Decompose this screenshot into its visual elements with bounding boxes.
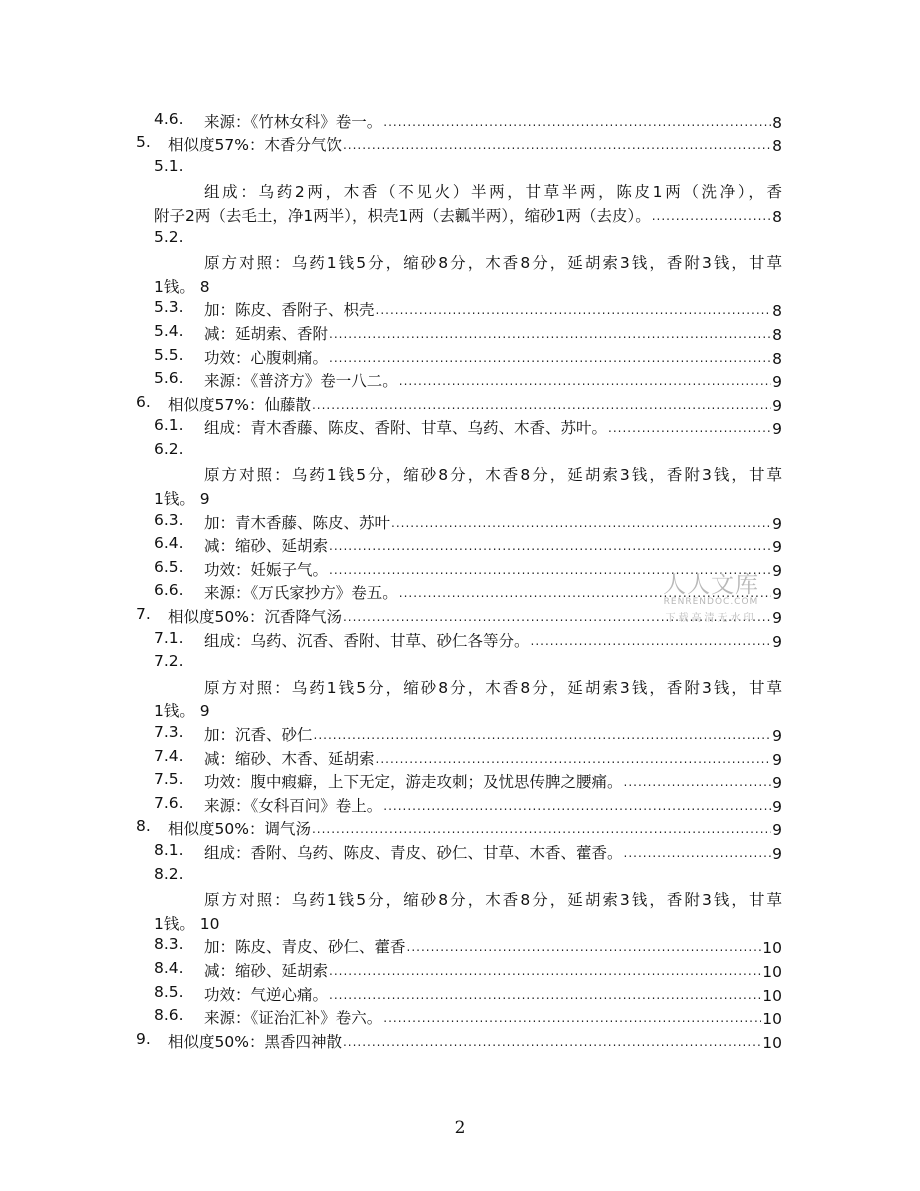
entry-page: 8 <box>772 137 782 155</box>
dot-leader <box>376 749 772 769</box>
entry-title: 相似度50%：沉香降气汤 <box>168 608 342 626</box>
entry-line <box>204 322 782 344</box>
entry-title: 附子2两（去毛土，净1两半），枳壳1两（去瓤半两），缩砂1两（去皮）。 <box>154 207 651 225</box>
watermark-domain: RENRENDOC.COM <box>663 597 759 607</box>
entry-number: 8.5. <box>154 983 184 1001</box>
entry-title: 相似度50%：调气汤 <box>168 820 311 838</box>
entry-page: 9 <box>772 798 782 816</box>
entry-title: 组成：香附、乌药、陈皮、青皮、砂仁、甘草、木香、藿香。 <box>204 844 623 862</box>
toc-entry[interactable] <box>0 369 920 393</box>
entry-title: 功效：妊娠子气。 <box>204 561 329 579</box>
toc-entry[interactable] <box>0 841 920 865</box>
toc-entry[interactable] <box>0 935 920 959</box>
entry-line <box>154 204 782 226</box>
entry-page: 9 <box>772 845 782 863</box>
entry-title-line1: 组成：乌药2两，木香（不见火）半两，甘草半两，陈皮1两（洗净），香 <box>204 183 782 201</box>
entry-number: 5.1. <box>154 157 184 175</box>
toc-entry[interactable] <box>0 1030 920 1054</box>
entry-title: 功效：腹中瘕癖，上下无定，游走攻刺；及忧思传脾之腰痛。 <box>204 773 623 791</box>
entry-title-tail: 1钱。 9 <box>154 702 210 720</box>
dot-leader <box>329 348 771 368</box>
toc-entry[interactable] <box>0 157 920 181</box>
entry-number: 6.5. <box>154 558 184 576</box>
entry-line <box>204 534 782 556</box>
toc-entry[interactable] <box>0 440 920 464</box>
entry-number: 8.4. <box>154 959 184 977</box>
entry-line <box>204 110 782 132</box>
watermark <box>646 566 776 624</box>
entry-number: 6.3. <box>154 511 184 529</box>
entry-title: 加：沉香、砂仁 <box>204 726 313 744</box>
toc-entry[interactable] <box>0 770 920 794</box>
toc-entry[interactable] <box>0 723 920 747</box>
entry-page: 9 <box>772 774 782 792</box>
watermark-subtitle: 下载高清无水印 <box>665 613 757 624</box>
toc-entry[interactable] <box>0 110 920 134</box>
toc-entry[interactable] <box>0 629 920 653</box>
entry-page: 8 <box>772 114 782 132</box>
entry-line <box>168 133 782 155</box>
entry-page: 9 <box>772 538 782 556</box>
entry-number: 7.4. <box>154 747 184 765</box>
dot-leader <box>407 937 762 957</box>
entry-number: 5.4. <box>154 322 184 340</box>
toc-entry[interactable] <box>0 959 920 983</box>
toc-entry[interactable] <box>0 298 920 322</box>
entry-number: 5.2. <box>154 228 184 246</box>
entry-line <box>204 416 782 438</box>
dot-leader <box>399 371 771 391</box>
entry-page: 9 <box>772 562 782 580</box>
watermark-logo-text: 人人文库 <box>663 572 759 598</box>
entry-title-line1: 原方对照：乌药1钱5分，缩砂8分，木香8分，延胡索3钱，香附3钱，甘草 <box>204 679 782 697</box>
entry-line <box>168 817 782 839</box>
dot-leader <box>312 395 771 415</box>
entry-number: 8.6. <box>154 1006 184 1024</box>
toc-entry-wrapped[interactable] <box>0 463 920 487</box>
toc-entry[interactable] <box>0 416 920 440</box>
entry-title: 加：陈皮、青皮、砂仁、藿香 <box>204 938 406 956</box>
dot-leader <box>383 112 771 132</box>
entry-line <box>204 298 782 320</box>
dot-leader <box>624 843 772 863</box>
toc-entry[interactable] <box>0 652 920 676</box>
toc-entry-continuation <box>0 487 920 511</box>
dot-leader <box>531 631 772 651</box>
entry-title-line1: 原方对照：乌药1钱5分，缩砂8分，木香8分，延胡索3钱，香附3钱，甘草 <box>204 466 782 484</box>
entry-number: 5. <box>136 133 151 151</box>
entry-page: 9 <box>772 633 782 651</box>
entry-number: 6.1. <box>154 416 184 434</box>
entry-page: 9 <box>772 397 782 415</box>
entry-page: 10 <box>762 987 782 1005</box>
entry-line <box>204 511 782 533</box>
entry-line <box>204 959 782 981</box>
entry-line <box>204 369 782 391</box>
entry-title: 加：青木香藤、陈皮、苏叶 <box>204 514 391 532</box>
entry-number: 4.6. <box>154 110 184 128</box>
entry-page: 9 <box>772 727 782 745</box>
toc-entry[interactable] <box>0 581 920 605</box>
entry-title: 相似度57%：仙藤散 <box>168 396 311 414</box>
entry-title: 组成：乌药、沉香、香附、甘草、砂仁各等分。 <box>204 632 530 650</box>
toc-entry[interactable] <box>0 865 920 889</box>
entry-line <box>204 983 782 1005</box>
toc-entry[interactable] <box>0 511 920 535</box>
entry-page: 9 <box>772 420 782 438</box>
entry-page: 8 <box>772 350 782 368</box>
entry-line <box>204 747 782 769</box>
entry-page: 10 <box>762 1034 782 1052</box>
entry-line <box>204 770 782 792</box>
dot-leader <box>383 1008 761 1028</box>
dot-leader <box>312 819 771 839</box>
entry-title: 组成：青木香藤、陈皮、香附、甘草、乌药、木香、苏叶。 <box>204 419 608 437</box>
entry-title: 来源：《证治汇补》卷六。 <box>204 1009 383 1027</box>
entry-line <box>204 794 782 816</box>
entry-page: 10 <box>762 963 782 981</box>
dot-leader <box>329 324 771 344</box>
entry-number: 7. <box>136 605 151 623</box>
entry-number: 5.5. <box>154 346 184 364</box>
toc-entry[interactable] <box>0 322 920 346</box>
toc-entry[interactable] <box>0 817 920 841</box>
entry-title: 来源：《万氏家抄方》卷五。 <box>204 584 398 602</box>
entry-page: 9 <box>772 373 782 391</box>
entry-number: 7.6. <box>154 794 184 812</box>
entry-page: 8 <box>772 208 782 226</box>
entry-line <box>204 723 782 745</box>
entry-number: 9. <box>136 1030 151 1048</box>
toc-entry-continuation <box>0 699 920 723</box>
entry-title: 来源：《女科百问》卷上。 <box>204 797 383 815</box>
entry-number: 8. <box>136 817 151 835</box>
toc-entry[interactable] <box>0 346 920 370</box>
dot-leader <box>329 961 761 981</box>
dot-leader <box>391 513 771 533</box>
dot-leader <box>329 536 771 556</box>
dot-leader <box>343 135 771 155</box>
entry-title: 减：缩砂、延胡索 <box>204 962 329 980</box>
toc-entry-wrapped[interactable] <box>0 676 920 700</box>
entry-title: 功效：气逆心痛。 <box>204 986 329 1004</box>
toc-entry[interactable] <box>0 747 920 771</box>
entry-title: 减：缩砂、木香、延胡索 <box>204 750 375 768</box>
entry-line <box>204 1006 782 1028</box>
dot-leader <box>624 772 772 792</box>
entry-title: 来源：《普济方》卷一八二。 <box>204 372 398 390</box>
entry-line <box>168 1030 782 1052</box>
toc-entry-wrapped[interactable] <box>0 888 920 912</box>
toc-entry-wrapped[interactable] <box>0 180 920 204</box>
dot-leader <box>314 725 772 745</box>
toc-entry[interactable] <box>0 1006 920 1030</box>
entry-number: 7.1. <box>154 629 184 647</box>
toc-entry[interactable] <box>0 393 920 417</box>
dot-leader <box>343 1032 761 1052</box>
entry-page: 9 <box>772 821 782 839</box>
toc-entry-wrapped[interactable] <box>0 251 920 275</box>
entry-number: 5.6. <box>154 369 184 387</box>
entry-number: 7.3. <box>154 723 184 741</box>
entry-page: 8 <box>772 302 782 320</box>
toc-entry[interactable] <box>0 983 920 1007</box>
entry-title-line1: 原方对照：乌药1钱5分，缩砂8分，木香8分，延胡索3钱，香附3钱，甘草 <box>204 254 782 272</box>
entry-number: 7.2. <box>154 652 184 670</box>
toc-entry[interactable] <box>0 133 920 157</box>
entry-title-tail: 1钱。 9 <box>154 490 210 508</box>
entry-page: 8 <box>772 326 782 344</box>
entry-number: 6.4. <box>154 534 184 552</box>
entry-number: 8.2. <box>154 865 184 883</box>
entry-page: 9 <box>772 515 782 533</box>
entry-title-line1: 原方对照：乌药1钱5分，缩砂8分，木香8分，延胡索3钱，香附3钱，甘草 <box>204 891 782 909</box>
toc-entry-continuation <box>0 912 920 936</box>
entry-title: 减：缩砂、延胡索 <box>204 537 329 555</box>
entry-line <box>204 935 782 957</box>
entry-number: 6.2. <box>154 440 184 458</box>
entry-number: 5.3. <box>154 298 184 316</box>
entry-page: 10 <box>762 1010 782 1028</box>
toc-entry[interactable] <box>0 558 920 582</box>
entry-number: 6.6. <box>154 581 184 599</box>
entry-number: 6. <box>136 393 151 411</box>
entry-title: 加：陈皮、香附子、枳壳 <box>204 301 375 319</box>
entry-number: 7.5. <box>154 770 184 788</box>
entry-page: 9 <box>772 609 782 627</box>
entry-line <box>204 841 782 863</box>
dot-leader <box>652 206 771 226</box>
toc-entry[interactable] <box>0 228 920 252</box>
toc-entry-continuation <box>0 275 920 299</box>
entry-title: 相似度50%：黑香四神散 <box>168 1033 342 1051</box>
page-number: 2 <box>454 1118 466 1138</box>
entry-number: 8.3. <box>154 935 184 953</box>
entry-title: 功效：心腹刺痛。 <box>204 349 329 367</box>
dot-leader <box>376 300 772 320</box>
entry-line <box>204 346 782 368</box>
entry-line <box>204 629 782 651</box>
entry-number: 8.1. <box>154 841 184 859</box>
dot-leader <box>329 985 761 1005</box>
toc-entry[interactable] <box>0 794 920 818</box>
entry-page: 9 <box>772 585 782 603</box>
dot-leader <box>383 796 771 816</box>
entry-title: 来源：《竹林女科》卷一。 <box>204 113 383 131</box>
dot-leader <box>608 418 771 438</box>
toc-entry[interactable] <box>0 605 920 629</box>
entry-title-tail: 1钱。 8 <box>154 278 210 296</box>
toc-entry-continuation <box>0 204 920 228</box>
toc-entry[interactable] <box>0 534 920 558</box>
entry-line <box>168 393 782 415</box>
entry-title: 减：延胡索、香附 <box>204 325 329 343</box>
entry-title: 相似度57%：木香分气饮 <box>168 136 342 154</box>
entry-title-tail: 1钱。 10 <box>154 915 220 933</box>
entry-page: 9 <box>772 751 782 769</box>
entry-page: 10 <box>762 939 782 957</box>
